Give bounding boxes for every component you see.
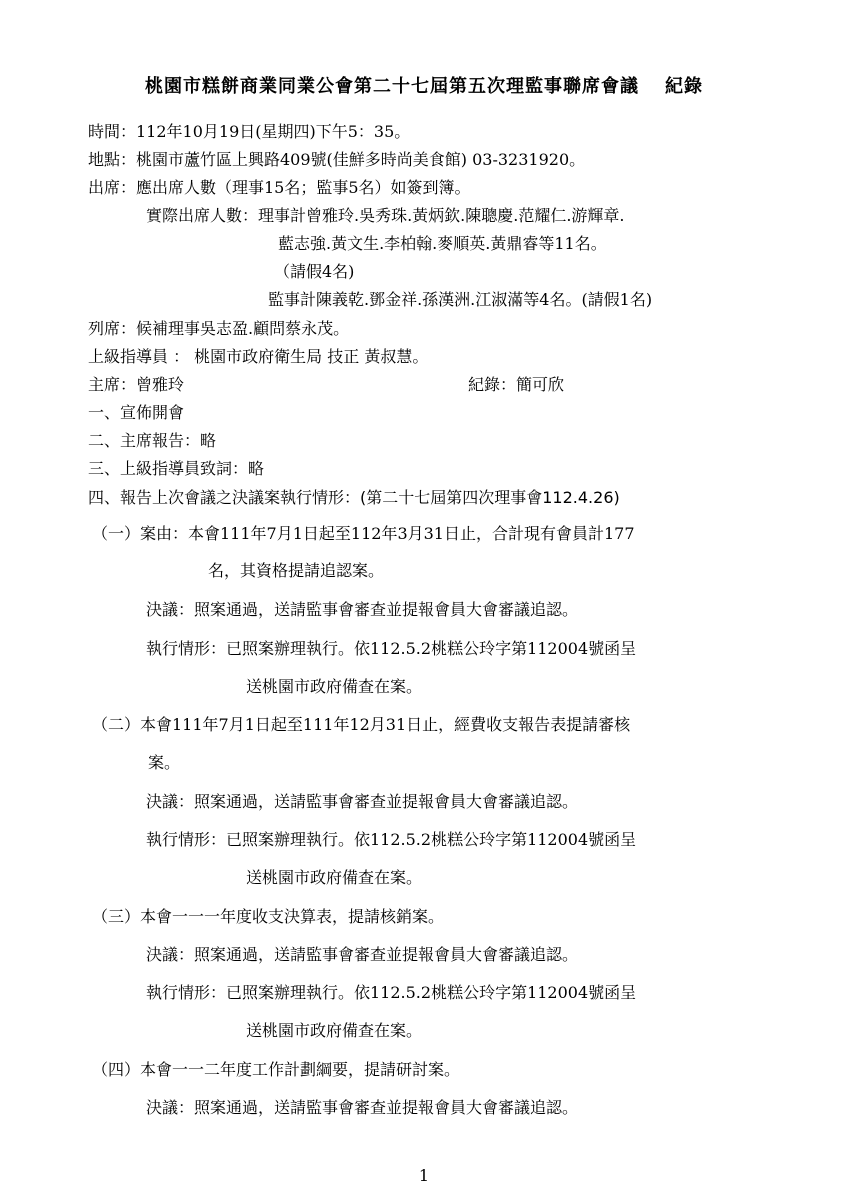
supervisor-guide: 上級指導員 ： 桃園市政府衛生局 技正 黃叔慧。 xyxy=(88,347,429,366)
attendance-actual-directors-cont: 藍志強.黃文生.李柏翰.麥順英.黃鼎睿等11名。 xyxy=(278,234,607,253)
agenda-item-3: 三、上級指導員致詞：略 xyxy=(88,459,265,478)
case-3-execution: 執行情形：已照案辦理執行。依112.5.2桃糕公玲字第112004號函呈 xyxy=(146,983,637,1002)
chairperson: 主席：曾雅玲 xyxy=(88,375,185,394)
case-1-subject-cont: 名，其資格提請追認案。 xyxy=(208,561,385,580)
page-number: 1 xyxy=(418,1166,430,1185)
case-3-execution-cont: 送桃園市政府備查在案。 xyxy=(246,1021,423,1040)
case-2-execution: 執行情形：已照案辦理執行。依112.5.2桃糕公玲字第112004號函呈 xyxy=(146,830,637,849)
case-3-subject: （三）本會一一一年度收支決算表，提請核銷案。 xyxy=(92,907,445,926)
case-3-resolution: 決議：照案通過，送請監事會審查並提報會員大會審議追認。 xyxy=(146,945,579,964)
case-1-resolution: 決議：照案通過，送請監事會審查並提報會員大會審議追認。 xyxy=(146,600,579,619)
attendance-expected: 出席：應出席人數（理事15名；監事5名）如簽到簿。 xyxy=(88,178,471,197)
title-record-label: 紀錄 xyxy=(665,76,703,97)
meeting-time: 時間：112年10月19日(星期四)下午5：35。 xyxy=(88,122,411,141)
case-2-execution-cont: 送桃園市政府備查在案。 xyxy=(246,868,423,887)
agenda-item-1: 一、宣佈開會 xyxy=(88,403,185,422)
case-1-execution-cont: 送桃園市政府備查在案。 xyxy=(246,677,423,696)
case-4-resolution: 決議：照案通過，送請監事會審查並提報會員大會審議追認。 xyxy=(146,1098,579,1117)
agenda-item-2: 二、主席報告：略 xyxy=(88,431,217,450)
agenda-item-4: 四、報告上次會議之決議案執行情形：(第二十七屆第四次理事會112.4.26) xyxy=(88,488,620,507)
recorder: 紀錄：簡可欣 xyxy=(468,375,565,394)
case-2-subject-cont: 案。 xyxy=(148,753,181,772)
case-1-execution: 執行情形：已照案辦理執行。依112.5.2桃糕公玲字第112004號函呈 xyxy=(146,639,637,658)
case-1-subject: （一）案由：本會111年7月1日起至112年3月31日止，合計現有會員計177 xyxy=(92,524,635,543)
attendance-actual-supervisors: 監事計陳義乾.鄧金祥.孫漢洲.江淑滿等4名。(請假1名) xyxy=(268,290,653,309)
case-4-subject: （四）本會一一二年度工作計劃綱要，提請研討案。 xyxy=(92,1060,461,1079)
case-2-subject: （二）本會111年7月1日起至111年12月31日止，經費收支報告表提請審核 xyxy=(92,715,631,734)
attendance-leave-directors: （請假4名) xyxy=(274,262,355,281)
attendance-actual-directors: 實際出席人數：理事計曾雅玲.吳秀珠.黃炳欽.陳聰慶.范耀仁.游輝章. xyxy=(146,206,625,225)
case-2-resolution: 決議：照案通過，送請監事會審查並提報會員大會審議追認。 xyxy=(146,792,579,811)
title-text: 桃園市糕餅商業同業公會第二十七屆第五次理監事聯席會議 xyxy=(145,76,639,97)
observers: 列席：候補理事吳志盈.顧問蔡永茂。 xyxy=(88,319,350,338)
document-title xyxy=(0,72,848,98)
meeting-place: 地點：桃園市蘆竹區上興路409號(佳鮮多時尚美食館) 03-3231920。 xyxy=(88,150,586,169)
